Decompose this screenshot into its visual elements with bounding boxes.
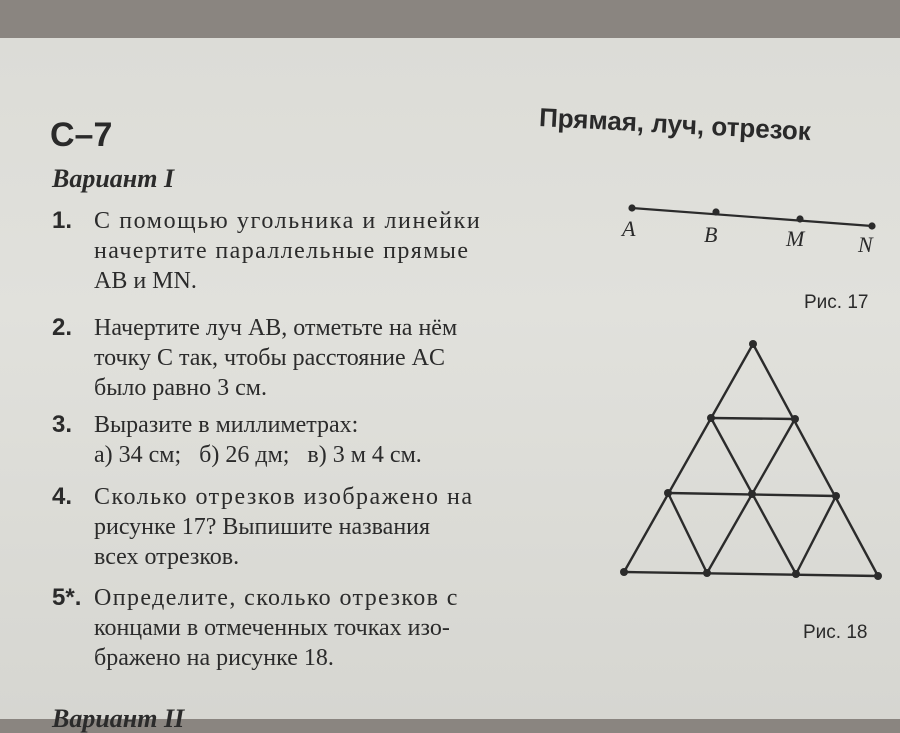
point [874, 572, 882, 580]
point [749, 340, 757, 348]
point [832, 492, 840, 500]
task-number: 3. [52, 411, 73, 438]
task-text [94, 583, 594, 673]
task-line: всех отрезков. [94, 544, 240, 570]
point [664, 489, 672, 497]
figure-18 [600, 328, 900, 588]
next-variant-heading-partial: Вариант II [52, 704, 185, 733]
task-number: 2. [52, 314, 73, 341]
task-text [94, 410, 594, 470]
label-N: N [858, 232, 873, 257]
task-number: 1. [52, 207, 73, 234]
line-AN [632, 208, 872, 226]
task-line: точку C так, чтобы расстояние AC [94, 345, 446, 371]
task-line: концами в отмеченных точках изо- [94, 615, 450, 641]
point-A [628, 204, 635, 211]
label-A: A [622, 216, 636, 241]
task-line: Определите, сколько отрезков с [94, 585, 459, 611]
task-text [94, 313, 594, 403]
label-B: B [704, 222, 718, 247]
point-N [868, 222, 875, 229]
edge [624, 572, 878, 576]
edge [796, 496, 836, 574]
task-line: Выразите в миллиметрах: [94, 412, 359, 438]
task-number: 4. [52, 483, 73, 510]
task-line: начертите параллельные прямые [94, 238, 470, 264]
edge [711, 418, 795, 419]
task-line: AB и MN. [94, 268, 197, 294]
variant-heading: Вариант I [52, 164, 175, 193]
task-text [94, 482, 594, 572]
figure-18-caption: Рис. 18 [803, 622, 868, 643]
task-line: бражено на рисунке 18. [94, 645, 334, 671]
task-line: Сколько отрезков изображено на [94, 484, 474, 510]
point [707, 414, 715, 422]
section-code: С–7 [50, 116, 113, 154]
point-M [796, 215, 803, 222]
section-topic: Прямая, луч, отрезок [538, 102, 812, 147]
task-line: С помощью угольника и линейки [94, 208, 482, 234]
point [620, 568, 628, 576]
edge [668, 493, 707, 573]
task-line: а) 34 см; б) 26 дм; в) 3 м 4 см. [94, 442, 422, 468]
point-B [712, 208, 719, 215]
textbook-page [0, 38, 900, 733]
task-line: было равно 3 см. [94, 375, 267, 401]
label-M: M [786, 226, 805, 251]
point [792, 570, 800, 578]
point [703, 569, 711, 577]
point [791, 415, 799, 423]
task-line: рисунке 17? Выпишите названия [94, 514, 431, 540]
task-number: 5*. [52, 584, 82, 611]
figure-17-caption: Рис. 17 [804, 292, 869, 313]
point [748, 490, 756, 498]
task-text [94, 206, 594, 296]
figure-17 [600, 188, 890, 268]
task-line: Начертите луч AB, отметьте на нём [94, 315, 458, 341]
